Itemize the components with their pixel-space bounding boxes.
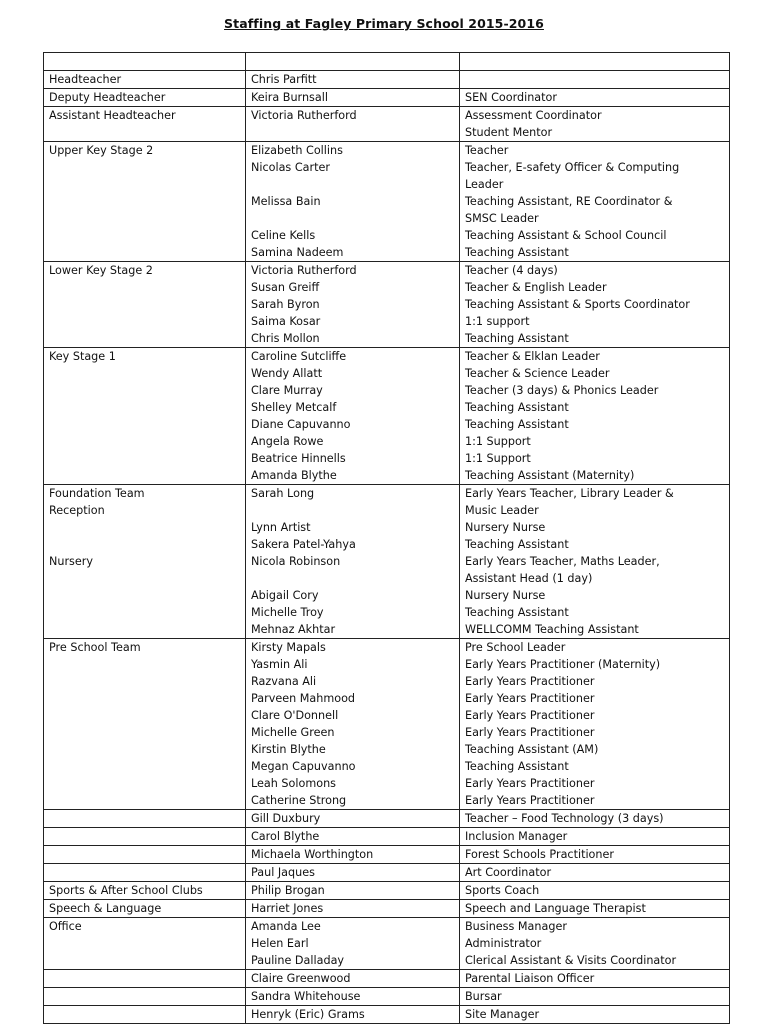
role-cell [460, 900, 730, 918]
cell-line: Teaching Assistant [465, 401, 569, 414]
team-cell [44, 810, 246, 828]
cell-line [49, 330, 245, 347]
role-cell [460, 810, 730, 828]
cell-line: Victoria Rutherford [251, 264, 357, 277]
cell-line [49, 792, 245, 809]
page-title: Staffing at Fagley Primary School 2015-2016 [224, 16, 544, 31]
cell-line [49, 604, 245, 621]
cell-line: Administrator [465, 937, 542, 950]
cell-line: Leader [465, 178, 504, 191]
cell-line [49, 519, 245, 536]
cell-line: Early Years Practitioner (Maternity) [465, 658, 661, 671]
cell-line: Helen Earl [251, 937, 309, 950]
table-row [44, 262, 730, 348]
cell-line [49, 741, 245, 758]
cell-line: Samina Nadeem [251, 246, 344, 259]
cell-line: SEN Coordinator [465, 91, 557, 104]
cell-line: Michaela Worthington [251, 848, 374, 861]
team-cell [44, 142, 246, 262]
cell-line [49, 690, 245, 707]
cell-line: Pre School Team [49, 641, 141, 654]
cell-line: Nursery Nurse [465, 589, 546, 602]
role-cell [460, 53, 730, 71]
cell-line [49, 450, 245, 467]
cell-line [49, 159, 245, 176]
staff-name-cell [246, 882, 460, 900]
role-cell [460, 348, 730, 485]
cell-line [49, 467, 245, 484]
role-cell [460, 485, 730, 639]
cell-line: Catherine Strong [251, 794, 347, 807]
cell-line: Parental Liaison Officer [465, 972, 595, 985]
role-cell [460, 918, 730, 970]
team-cell [44, 485, 246, 639]
cell-line: Victoria Rutherford [251, 109, 357, 122]
cell-line: Philip Brogan [251, 884, 325, 897]
cell-line: Assistant Headteacher [49, 109, 176, 122]
cell-line [49, 988, 245, 1005]
cell-line [465, 53, 729, 70]
cell-line: Lower Key Stage 2 [49, 264, 153, 277]
cell-line: Teaching Assistant [465, 418, 569, 431]
cell-line: Clerical Assistant & Visits Coordinator [465, 954, 677, 967]
cell-line [49, 382, 245, 399]
cell-line: Early Years Teacher, Library Leader & [465, 487, 674, 500]
table-row [44, 1006, 730, 1024]
cell-line: Claire Greenwood [251, 972, 351, 985]
cell-line: Teaching Assistant & School Council [465, 229, 667, 242]
team-cell [44, 970, 246, 988]
staff-name-cell [246, 142, 460, 262]
cell-line: Nicolas Carter [251, 161, 330, 174]
cell-line: Gill Duxbury [251, 812, 321, 825]
cell-line: Chris Mollon [251, 332, 320, 345]
cell-line: Elizabeth Collins [251, 144, 343, 157]
cell-line [49, 365, 245, 382]
staff-name-cell [246, 864, 460, 882]
cell-line [49, 656, 245, 673]
cell-line: Assessment Coordinator [465, 109, 602, 122]
team-cell [44, 262, 246, 348]
staff-name-cell [246, 89, 460, 107]
cell-line: Michelle Green [251, 726, 335, 739]
cell-line: Mehnaz Akhtar [251, 623, 336, 636]
cell-line: Teacher, E-safety Officer & Computing [465, 161, 680, 174]
cell-line: Early Years Practitioner [465, 709, 595, 722]
table-row [44, 71, 730, 89]
cell-line [49, 810, 245, 827]
cell-line: Early Years Practitioner [465, 675, 595, 688]
cell-line [49, 864, 245, 881]
cell-line: Sports Coach [465, 884, 540, 897]
cell-line: Key Stage 1 [49, 350, 116, 363]
role-cell [460, 71, 730, 89]
cell-line [49, 210, 245, 227]
cell-line: Teacher (4 days) [465, 264, 558, 277]
cell-line [49, 724, 245, 741]
staff-name-cell [246, 810, 460, 828]
cell-line [49, 279, 245, 296]
cell-line: Office [49, 920, 82, 933]
team-cell [44, 988, 246, 1006]
staff-name-cell [246, 107, 460, 142]
cell-line: Sarah Byron [251, 298, 320, 311]
team-cell [44, 1006, 246, 1024]
cell-line [49, 416, 245, 433]
staff-name-cell [246, 918, 460, 970]
cell-line: Megan Capuvanno [251, 760, 356, 773]
cell-line [251, 570, 459, 587]
role-cell [460, 970, 730, 988]
cell-line: Leah Solomons [251, 777, 336, 790]
role-cell [460, 262, 730, 348]
cell-line: Teaching Assistant [465, 246, 569, 259]
cell-line [49, 193, 245, 210]
cell-line [251, 124, 459, 141]
cell-line: Bursar [465, 990, 502, 1003]
cell-line: Angela Rowe [251, 435, 324, 448]
cell-line [49, 828, 245, 845]
team-cell [44, 348, 246, 485]
table-row [44, 89, 730, 107]
cell-line [49, 952, 245, 969]
table-row [44, 142, 730, 262]
cell-line: Sarah Long [251, 487, 315, 500]
cell-line: Sakera Patel-Yahya [251, 538, 356, 551]
cell-line: Carol Blythe [251, 830, 320, 843]
table-row [44, 53, 730, 71]
cell-line: Inclusion Manager [465, 830, 568, 843]
cell-line: Diane Capuvanno [251, 418, 351, 431]
table-row [44, 988, 730, 1006]
cell-line: Forest Schools Practitioner [465, 848, 614, 861]
staffing-table-body [44, 53, 730, 1024]
staff-name-cell [246, 348, 460, 485]
table-row [44, 900, 730, 918]
cell-line [49, 570, 245, 587]
cell-line: Celine Kells [251, 229, 316, 242]
cell-line: Teaching Assistant (AM) [465, 743, 599, 756]
cell-line [49, 296, 245, 313]
cell-line: Early Years Practitioner [465, 794, 595, 807]
cell-line: Kirstin Blythe [251, 743, 326, 756]
team-cell [44, 918, 246, 970]
cell-line: Yasmin Ali [251, 658, 308, 671]
cell-line [49, 970, 245, 987]
cell-line [49, 1006, 245, 1023]
cell-line: SMSC Leader [465, 212, 539, 225]
cell-line: Lynn Artist [251, 521, 311, 534]
role-cell [460, 882, 730, 900]
team-cell [44, 882, 246, 900]
cell-line: 1:1 support [465, 315, 530, 328]
cell-line: Clare O'Donnell [251, 709, 339, 722]
cell-line [49, 227, 245, 244]
cell-line: Upper Key Stage 2 [49, 144, 154, 157]
table-row [44, 864, 730, 882]
cell-line: Speech & Language [49, 902, 162, 915]
cell-line [49, 935, 245, 952]
staff-name-cell [246, 485, 460, 639]
cell-line: Susan Greiff [251, 281, 320, 294]
cell-line: Headteacher [49, 73, 122, 86]
role-cell [460, 828, 730, 846]
cell-line: Parveen Mahmood [251, 692, 356, 705]
cell-line: Teacher [465, 144, 509, 157]
staff-name-cell [246, 988, 460, 1006]
role-cell [460, 1006, 730, 1024]
cell-line: Teaching Assistant [465, 538, 569, 551]
cell-line: Amanda Lee [251, 920, 321, 933]
cell-line [49, 53, 245, 70]
cell-line: Nursery [49, 555, 93, 568]
cell-line: Teacher – Food Technology (3 days) [465, 812, 664, 825]
staff-name-cell [246, 71, 460, 89]
role-cell [460, 846, 730, 864]
cell-line [49, 399, 245, 416]
cell-line: Speech and Language Therapist [465, 902, 646, 915]
table-row [44, 882, 730, 900]
cell-line [49, 244, 245, 261]
cell-line: Pauline Dalladay [251, 954, 345, 967]
cell-line: Assistant Head (1 day) [465, 572, 593, 585]
cell-line [49, 846, 245, 863]
table-row [44, 918, 730, 970]
staff-name-cell [246, 53, 460, 71]
cell-line: Teaching Assistant [465, 606, 569, 619]
cell-line: Early Years Practitioner [465, 692, 595, 705]
team-cell [44, 71, 246, 89]
team-cell [44, 846, 246, 864]
cell-line [251, 53, 459, 70]
cell-line: Teaching Assistant [465, 760, 569, 773]
cell-line [49, 758, 245, 775]
cell-line: Deputy Headteacher [49, 91, 166, 104]
role-cell [460, 988, 730, 1006]
team-cell [44, 828, 246, 846]
cell-line [251, 210, 459, 227]
cell-line: Teacher & Science Leader [465, 367, 610, 380]
cell-line: Business Manager [465, 920, 567, 933]
role-cell [460, 864, 730, 882]
cell-line [49, 176, 245, 193]
cell-line: Music Leader [465, 504, 539, 517]
table-row [44, 846, 730, 864]
cell-line: Teacher (3 days) & Phonics Leader [465, 384, 659, 397]
cell-line [49, 673, 245, 690]
table-row [44, 485, 730, 639]
cell-line: Early Years Practitioner [465, 726, 595, 739]
cell-line: Teaching Assistant (Maternity) [465, 469, 635, 482]
staff-name-cell [246, 639, 460, 810]
cell-line [49, 775, 245, 792]
cell-line [49, 433, 245, 450]
cell-line: WELLCOMM Teaching Assistant [465, 623, 639, 636]
table-row [44, 639, 730, 810]
staffing-table [43, 52, 730, 1024]
cell-line: Early Years Teacher, Maths Leader, [465, 555, 660, 568]
cell-line [251, 502, 459, 519]
table-row [44, 810, 730, 828]
cell-line: Reception [49, 504, 105, 517]
staff-name-cell [246, 262, 460, 348]
cell-line: Keira Burnsall [251, 91, 328, 104]
cell-line: Caroline Sutcliffe [251, 350, 347, 363]
role-cell [460, 142, 730, 262]
cell-line: Pre School Leader [465, 641, 566, 654]
cell-line: Nicola Robinson [251, 555, 341, 568]
table-row [44, 970, 730, 988]
role-cell [460, 639, 730, 810]
staff-name-cell [246, 970, 460, 988]
cell-line: Michelle Troy [251, 606, 324, 619]
staff-name-cell [246, 828, 460, 846]
staff-name-cell [246, 1006, 460, 1024]
cell-line [465, 71, 729, 88]
staff-name-cell [246, 900, 460, 918]
cell-line [49, 536, 245, 553]
team-cell [44, 89, 246, 107]
cell-line: Early Years Practitioner [465, 777, 595, 790]
cell-line: Henryk (Eric) Grams [251, 1008, 365, 1021]
cell-line: Foundation Team [49, 487, 145, 500]
cell-line: Harriet Jones [251, 902, 324, 915]
cell-line [49, 621, 245, 638]
cell-line: Wendy Allatt [251, 367, 323, 380]
cell-line: Teaching Assistant, RE Coordinator & [465, 195, 673, 208]
cell-line: Teacher & Elklan Leader [465, 350, 600, 363]
cell-line: 1:1 Support [465, 435, 531, 448]
cell-line: Saima Kosar [251, 315, 321, 328]
cell-line: Shelley Metcalf [251, 401, 337, 414]
cell-line [49, 707, 245, 724]
cell-line: Art Coordinator [465, 866, 552, 879]
cell-line: Student Mentor [465, 126, 553, 139]
cell-line: Kirsty Mapals [251, 641, 326, 654]
cell-line: Razvana Ali [251, 675, 317, 688]
team-cell [44, 53, 246, 71]
cell-line: Teacher & English Leader [465, 281, 607, 294]
cell-line: Paul Jaques [251, 866, 315, 879]
team-cell [44, 864, 246, 882]
role-cell [460, 107, 730, 142]
cell-line: Abigail Cory [251, 589, 319, 602]
cell-line: Amanda Blythe [251, 469, 337, 482]
staff-name-cell [246, 846, 460, 864]
cell-line: Teaching Assistant [465, 332, 569, 345]
cell-line: Sandra Whitehouse [251, 990, 361, 1003]
cell-line: Clare Murray [251, 384, 323, 397]
table-row [44, 107, 730, 142]
cell-line: Melissa Bain [251, 195, 321, 208]
cell-line: Site Manager [465, 1008, 540, 1021]
cell-line [49, 587, 245, 604]
cell-line: Chris Parfitt [251, 73, 317, 86]
cell-line: 1:1 Support [465, 452, 531, 465]
cell-line: Beatrice Hinnells [251, 452, 346, 465]
cell-line [251, 176, 459, 193]
team-cell [44, 639, 246, 810]
cell-line: Teaching Assistant & Sports Coordinator [465, 298, 690, 311]
cell-line [49, 313, 245, 330]
role-cell [460, 89, 730, 107]
team-cell [44, 107, 246, 142]
table-row [44, 348, 730, 485]
table-row [44, 828, 730, 846]
cell-line: Nursery Nurse [465, 521, 546, 534]
cell-line: Sports & After School Clubs [49, 884, 203, 897]
team-cell [44, 900, 246, 918]
cell-line [49, 124, 245, 141]
